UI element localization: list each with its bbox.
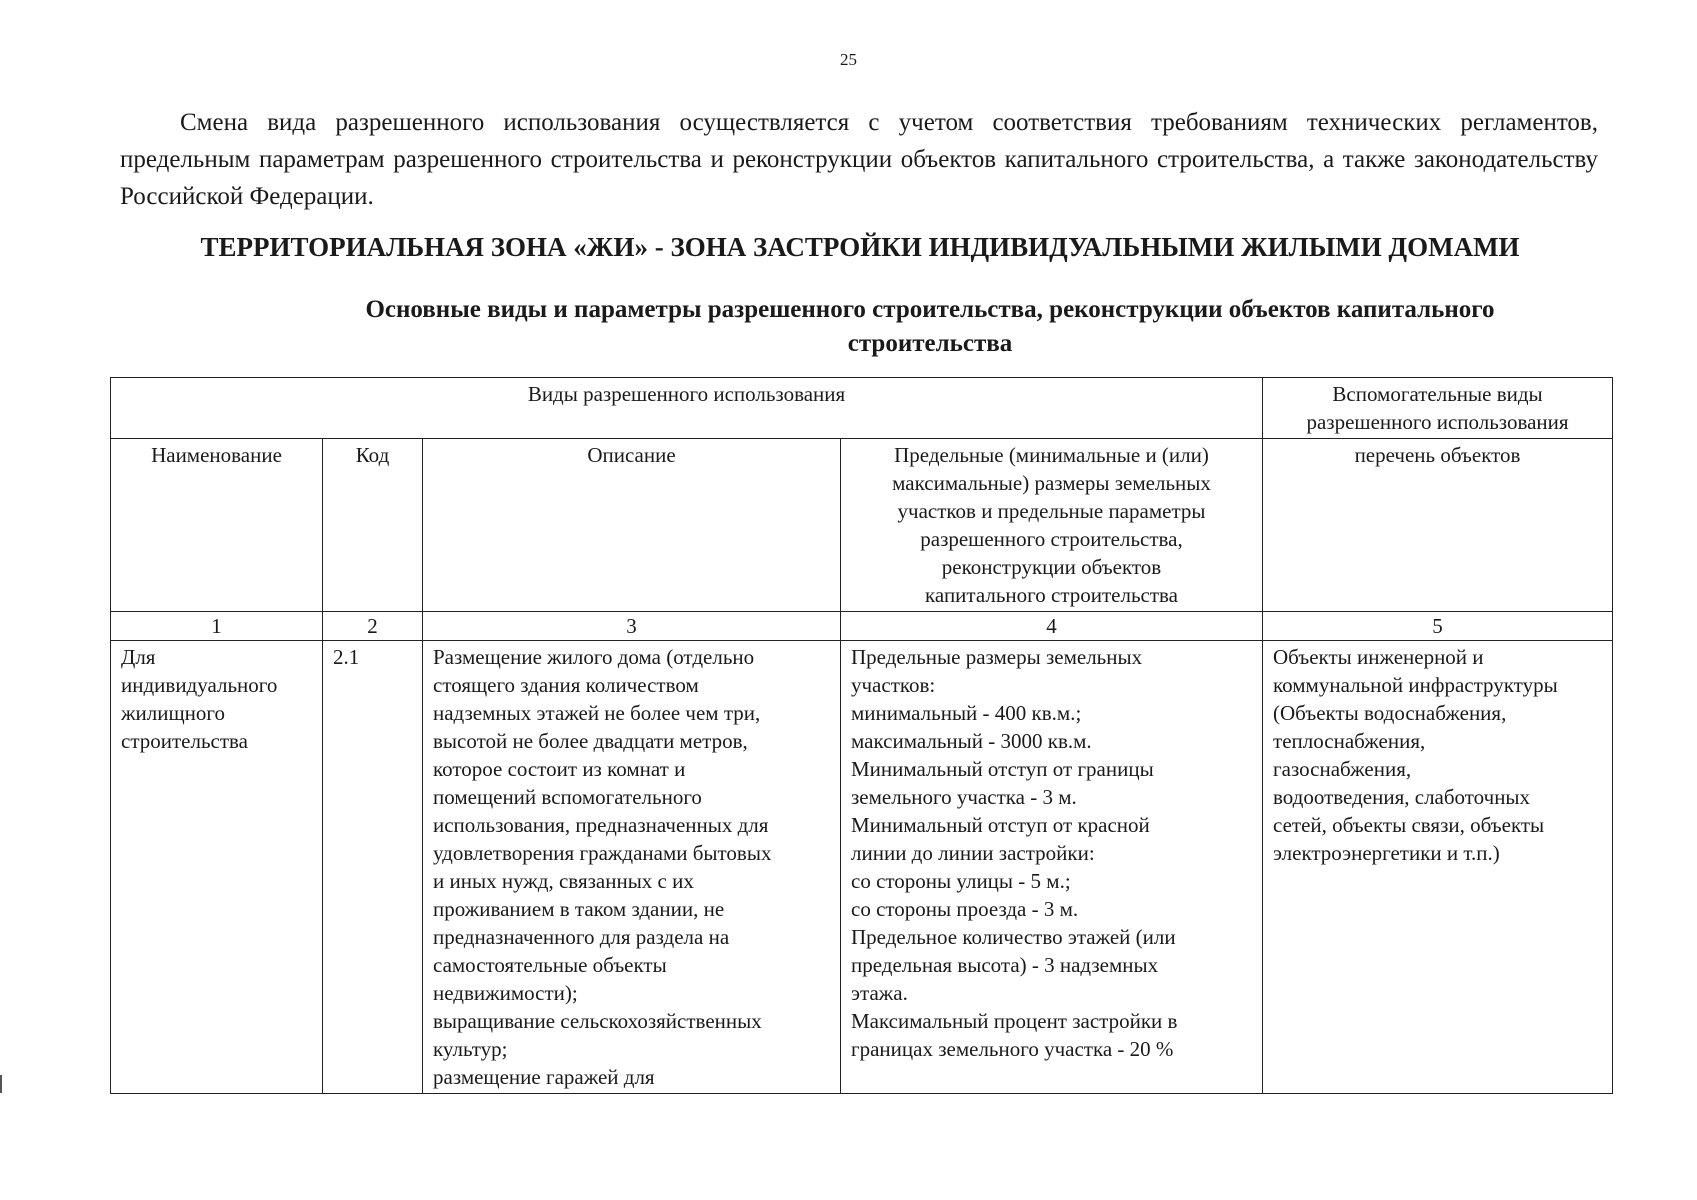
cell-line: размещение гаражей для bbox=[433, 1065, 655, 1089]
limits-header-line: Предельные (минимальные и (или) bbox=[894, 443, 1209, 467]
cell-line: со стороны проезда - 3 м. bbox=[851, 897, 1079, 921]
cell-line: выращивание сельскохозяйственных bbox=[433, 1009, 762, 1033]
cell-line: удовлетворения гражданами бытовых bbox=[433, 841, 772, 865]
column-number: 5 bbox=[1263, 612, 1613, 641]
cell-line: которое состоит из комнат и bbox=[433, 757, 686, 781]
cell-line: строительства bbox=[121, 729, 249, 753]
cell-line: Размещение жилого дома (отдельно bbox=[433, 645, 755, 669]
cell-line: электроэнергетики и т.п.) bbox=[1273, 841, 1500, 865]
aux-header bbox=[1263, 378, 1613, 439]
cell-line: Минимальный отступ от границы bbox=[851, 757, 1154, 781]
cell-line: газоснабжения, bbox=[1273, 757, 1412, 781]
column-header-name: Наименование bbox=[111, 439, 323, 612]
cell-line: жилищного bbox=[121, 701, 225, 725]
column-number: 1 bbox=[111, 612, 323, 641]
column-header-objects: перечень объектов bbox=[1263, 439, 1613, 612]
column-header-description: Описание bbox=[423, 439, 841, 612]
cell-line: высотой не более двадцати метров, bbox=[433, 729, 748, 753]
cell-line: Предельные размеры земельных bbox=[851, 645, 1143, 669]
cell-line: водоотведения, слаботочных bbox=[1273, 785, 1531, 809]
cell-line: предназначенного для раздела на bbox=[433, 925, 730, 949]
intro-paragraph: Смена вида разрешенного использования осуществляется с учетом соответствия требованиям технических регламентов, предельным параметрам разрешенного строительства и реконструкции объектов капитального строительства, а также законодательству Российской Федерации. bbox=[120, 109, 1598, 210]
cell-line: недвижимости); bbox=[433, 981, 578, 1005]
aux-header-line: разрешенного использования bbox=[1306, 410, 1569, 434]
column-header-limits bbox=[841, 439, 1263, 612]
cell-line: (Объекты водоснабжения, bbox=[1273, 701, 1507, 725]
zone-title: ТЕРРИТОРИАЛЬНАЯ ЗОНА «ЖИ» - ЗОНА ЗАСТРОЙКИ ИНДИВИДУАЛЬНЫМИ ЖИЛЫМИ ДОМАМИ bbox=[200, 232, 1520, 262]
cell-objects bbox=[1263, 641, 1613, 1094]
cell-line: границах земельного участка - 20 % bbox=[851, 1037, 1174, 1061]
cell-line: и иных нужд, связанных с их bbox=[433, 869, 694, 893]
column-number: 3 bbox=[423, 612, 841, 641]
cell-line: Минимальный отступ от красной bbox=[851, 813, 1150, 837]
cell-limits bbox=[841, 641, 1263, 1094]
limits-header-line: реконструкции объектов bbox=[941, 555, 1162, 579]
limits-header-line: разрешенного строительства, bbox=[920, 527, 1183, 551]
limits-header-line: максимальные) размеры земельных bbox=[892, 471, 1211, 495]
limits-header-line: участков и предельные параметры bbox=[897, 499, 1206, 523]
cell-line: Предельное количество этажей (или bbox=[851, 925, 1176, 949]
cell-line: стоящего здания количеством bbox=[433, 673, 699, 697]
column-number: 4 bbox=[841, 612, 1263, 641]
cell-line: Объекты инженерной и bbox=[1273, 645, 1484, 669]
permitted-use-table bbox=[110, 377, 1613, 1094]
cell-description bbox=[423, 641, 841, 1094]
cell-line: этажа. bbox=[851, 981, 908, 1005]
cell-line: максимальный - 3000 кв.м. bbox=[851, 729, 1092, 753]
table-row bbox=[111, 641, 1613, 1094]
cell-line: Для bbox=[121, 645, 156, 669]
cell-line: предельная высота) - 3 надземных bbox=[851, 953, 1159, 977]
cell-code: 2.1 bbox=[323, 641, 423, 1094]
cell-line: участков: bbox=[851, 673, 936, 697]
cell-line: культур; bbox=[433, 1037, 508, 1061]
cell-line: самостоятельные объекты bbox=[433, 953, 667, 977]
scan-edge-mark bbox=[0, 1075, 8, 1093]
section-title-line: Основные виды и параметры разрешенного строительства, реконструкции объектов капитального bbox=[365, 296, 1495, 323]
cell-line: минимальный - 400 кв.м.; bbox=[851, 701, 1082, 725]
cell-line: использования, предназначенных для bbox=[433, 813, 769, 837]
cell-name bbox=[111, 641, 323, 1094]
limits-header-line: капитального строительства bbox=[925, 583, 1178, 607]
cell-line: помещений вспомогательного bbox=[433, 785, 702, 809]
column-header-code: Код bbox=[323, 439, 423, 612]
cell-line: теплоснабжения, bbox=[1273, 729, 1426, 753]
section-title bbox=[250, 293, 1610, 361]
cell-line: линии до линии застройки: bbox=[851, 841, 1095, 865]
cell-line: проживанием в таком здании, не bbox=[433, 897, 725, 921]
cell-line: индивидуального bbox=[121, 673, 278, 697]
cell-line: надземных этажей не более чем три, bbox=[433, 701, 761, 725]
cell-line: сетей, объекты связи, объекты bbox=[1273, 813, 1545, 837]
section-title-line: строительства bbox=[847, 330, 1013, 357]
cell-line: коммунальной инфраструктуры bbox=[1273, 673, 1558, 697]
page-number: 25 bbox=[840, 50, 857, 69]
aux-header-line: Вспомогательные виды bbox=[1332, 382, 1543, 406]
column-number: 2 bbox=[323, 612, 423, 641]
group-header: Виды разрешенного использования bbox=[111, 378, 1263, 439]
cell-line: со стороны улицы - 5 м.; bbox=[851, 869, 1071, 893]
cell-line: Максимальный процент застройки в bbox=[851, 1009, 1178, 1033]
cell-line: земельного участка - 3 м. bbox=[851, 785, 1077, 809]
